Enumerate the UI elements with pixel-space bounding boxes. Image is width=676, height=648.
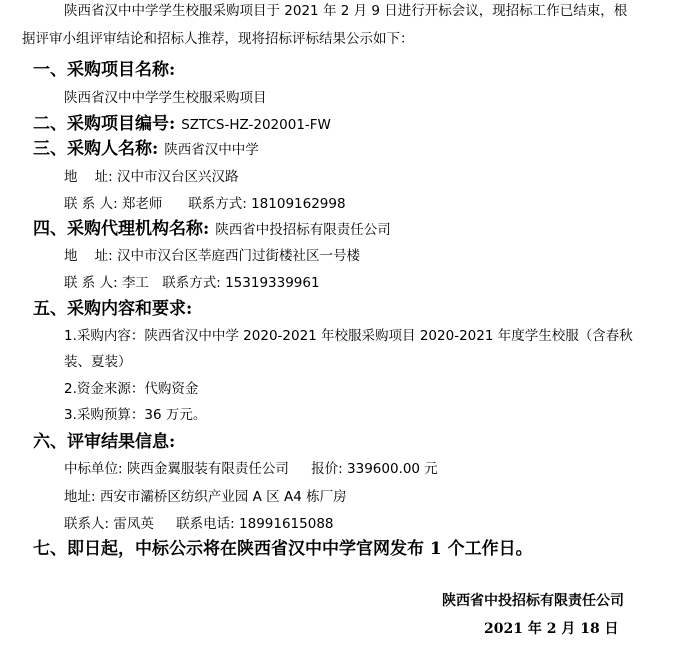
purchaser-phone-label: 联系方式:: [188, 196, 247, 212]
section-2: [33, 113, 331, 136]
purchaser-contact: 郑老师: [121, 196, 163, 212]
section-7-heading: 七、即日起，中标公示将在陕西省汉中中学官网发布 1 个工作日。: [33, 539, 533, 559]
price-value: 339600.00 元: [347, 461, 438, 477]
section-4-heading: 四、采购代理机构名称:: [33, 219, 210, 239]
winner-label: 中标单位:: [64, 461, 123, 477]
agency-address-label: 地 址:: [64, 248, 113, 264]
winner-contact-row: [64, 514, 334, 534]
winner-phone: 18991615088: [239, 516, 334, 532]
funding-source: 2.资金来源：代购资金: [64, 381, 199, 397]
section-2-heading: 二、采购项目编号:: [33, 114, 176, 134]
section-4: [33, 218, 391, 241]
agency-address: 汉中市汉台区莘庭西门过街楼社区一号楼: [117, 248, 361, 264]
agency-name: 陕西省中投招标有限责任公司: [215, 222, 391, 238]
project-name: 陕西省汉中中学学生校服采购项目: [64, 90, 267, 106]
project-number: SZTCS-HZ-202001-FW: [181, 117, 331, 133]
winner-contact-label: 联系人:: [64, 516, 110, 532]
section-3: [33, 138, 259, 161]
price-label: 报价:: [311, 461, 343, 477]
section-5-heading: 五、采购内容和要求:: [33, 299, 193, 319]
intro-line-2: 据评审小组评审结论和招标人推荐，现将招标评标结果公示如下：: [22, 31, 414, 47]
agency-contact-label: 联 系 人:: [64, 275, 118, 291]
intro-line-1: 陕西省汉中中学学生校服采购项目于 2021 年 2 月 9 日进行开标会议，现招标工作已结束，根: [64, 3, 628, 19]
agency-phone-label: 联系方式:: [162, 275, 221, 291]
winner-name: 陕西金翼服装有限责任公司: [126, 461, 289, 477]
purchaser-address: 汉中市汉台区兴汉路: [117, 169, 239, 185]
winner-contact: 雷凤英: [113, 516, 154, 532]
section-6-heading: 六、评审结果信息:: [33, 432, 176, 452]
content-line-1: 1.采购内容：陕西省汉中中学 2020-2021 年校服采购项目 2020-2021 年度学生校服（含春秋: [64, 328, 633, 344]
winner-row: [64, 459, 438, 479]
purchaser-address-row: [64, 167, 239, 187]
winner-address-row: [64, 487, 347, 507]
agency-phone: 15319339961: [225, 275, 320, 291]
purchaser-name: 陕西省汉中中学: [164, 142, 259, 158]
winner-address-label: 地址:: [64, 489, 96, 505]
purchaser-contact-label: 联 系 人:: [64, 196, 118, 212]
section-1-heading: 一、采购项目名称:: [33, 60, 176, 80]
section-3-heading: 三、采购人名称:: [33, 139, 159, 159]
budget: 3.采购预算：36 万元。: [64, 407, 207, 423]
agency-contact: 李工: [121, 275, 149, 291]
agency-address-row: [64, 246, 360, 266]
purchaser-address-label: 地 址:: [64, 169, 113, 185]
winner-address: 西安市灞桥区纺织产业园 A 区 A4 栋厂房: [99, 489, 347, 505]
agency-contact-row: [64, 273, 320, 293]
signature-date: 2021 年 2 月 18 日: [484, 621, 619, 637]
winner-phone-label: 联系电话:: [176, 516, 235, 532]
purchaser-phone: 18109162998: [251, 196, 346, 212]
signature-company: 陕西省中投招标有限责任公司: [442, 593, 624, 609]
content-line-2: 装、夏装）: [64, 354, 132, 370]
purchaser-contact-row: [64, 194, 346, 214]
